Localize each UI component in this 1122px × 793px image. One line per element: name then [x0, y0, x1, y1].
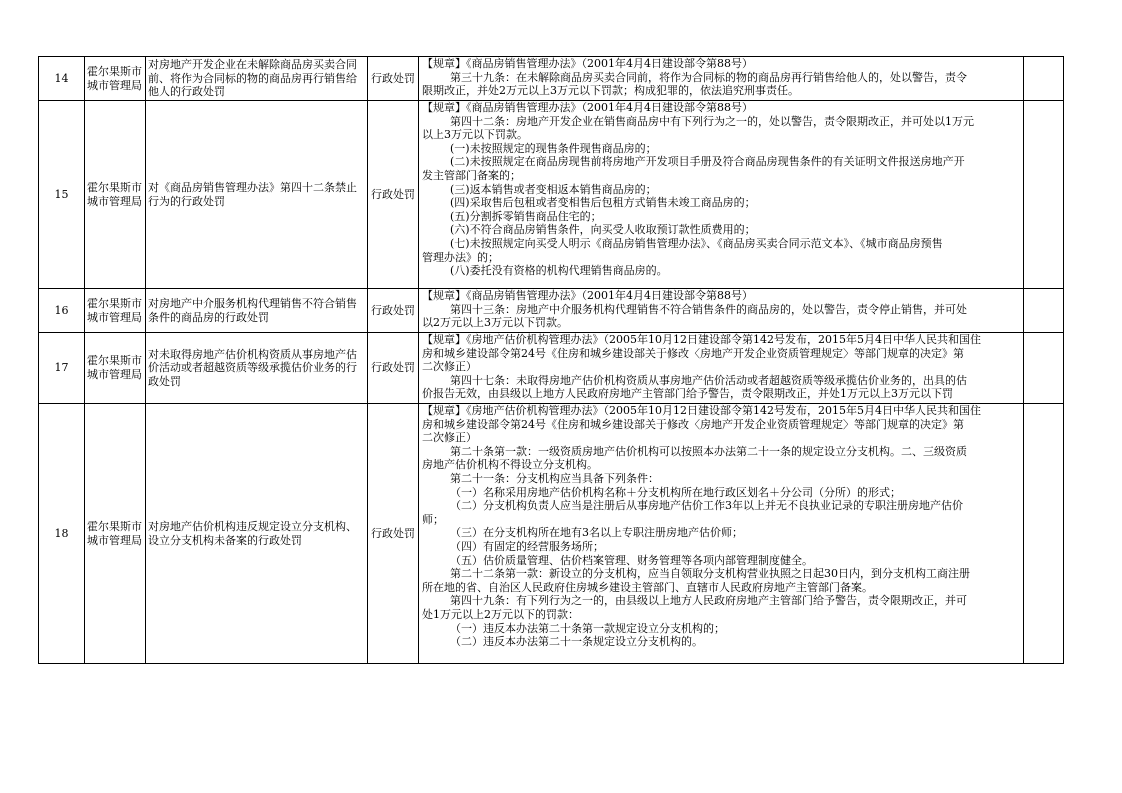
basis-line: 第三十九条：在未解除商品房买卖合同前，将作为合同标的物的商品房再行销售给他人的，处以警告，责令	[450, 70, 967, 84]
basis-line: 以上3万元以下罚款。	[422, 128, 528, 142]
penalty-item: 对未取得房地产估价机构资质从事房地产估价活动或者超越资质等级承揽估价业务的行政处罚	[146, 333, 368, 404]
basis-line: 第二十二条第一款：新设立的分支机构，应当自领取分支机构营业执照之日起30日内，到分支机构工商注册	[450, 567, 970, 581]
penalty-item: 对房地产开发企业在未解除商品房买卖合同前、将作为合同标的物的商品房再行销售给他人的行政处罚	[146, 57, 368, 101]
action-type: 行政处罚	[368, 404, 419, 664]
basis-line: 以2万元以上3万元以下罚款。	[422, 316, 568, 330]
legal-basis-table	[38, 56, 1064, 664]
basis-line: （二）违反本办法第二十一条规定设立分支机构的。	[450, 635, 703, 649]
row-number: 14	[39, 57, 85, 101]
basis-line: 【规章】《房地产估价机构管理办法》（2005年10月12日建设部令第142号发布，2015年5月4日中华人民共和国住	[422, 404, 981, 417]
penalty-item: 对房地产中介服务机构代理销售不符合销售条件的商品房的行政处罚	[146, 289, 368, 333]
row-number: 17	[39, 333, 85, 404]
table-row	[39, 101, 1064, 289]
table-row	[39, 57, 1064, 101]
table-row	[39, 404, 1064, 664]
basis-line: 【规章】《房地产估价机构管理办法》（2005年10月12日建设部令第142号发布，2015年5月4日中华人民共和国住	[422, 333, 981, 346]
legal-basis	[419, 289, 1024, 333]
action-type: 行政处罚	[368, 101, 419, 289]
basis-line: (三)返本销售或者变相返本销售商品房的；	[450, 182, 657, 196]
basis-line: 第四十七条：未取得房地产估价机构资质从事房地产估价活动或者超越资质等级承揽估价业务的，出具的估	[450, 373, 967, 387]
basis-line: 房和城乡建设部令第24号《住房和城乡建设部关于修改〈房地产开发企业资质管理规定〉等部门规章的决定》第	[422, 346, 964, 360]
action-type: 行政处罚	[368, 57, 419, 101]
basis-line: 师；	[422, 512, 444, 526]
empty-cell	[1024, 333, 1064, 404]
basis-line: 【规章】《商品房销售管理办法》（2001年4月4日建设部令第88号）	[422, 101, 753, 114]
basis-line: 发主管部门备案的；	[422, 168, 521, 182]
table-row	[39, 333, 1064, 404]
basis-line: 第二十条第一款：一级资质房地产估价机构可以按照本办法第二十一条的规定设立分支机构。二、三级资质	[450, 444, 967, 458]
basis-line: 二次修正）	[422, 360, 477, 374]
basis-line: 【规章】《商品房销售管理办法》（2001年4月4日建设部令第88号）	[422, 289, 753, 302]
action-type: 行政处罚	[368, 333, 419, 404]
authority-name: 霍尔果斯市城市管理局	[85, 289, 146, 333]
basis-line: （三）在分支机构所在地有3名以上专职注册房地产估价师；	[450, 526, 743, 540]
basis-line: （一）名称采用房地产估价机构名称＋分支机构所在地行政区划名＋分公司（分所）的形式；	[450, 485, 901, 499]
basis-line: (二)未按照规定在商品房现售前将房地产开发项目手册及符合商品房现售条件的有关证明文件报送房地产开	[450, 155, 965, 169]
basis-line: (四)采取售后包租或者变相售后包租方式销售未竣工商品房的；	[450, 196, 756, 210]
authority-name: 霍尔果斯市城市管理局	[85, 57, 146, 101]
basis-line: （四）有固定的经营服务场所；	[450, 539, 604, 553]
basis-line: （五）估价质量管理、估价档案管理、财务管理等各项内部管理制度健全。	[450, 553, 813, 567]
empty-cell	[1024, 57, 1064, 101]
basis-line: (一)未按照规定的现售条件现售商品房的；	[450, 141, 657, 155]
basis-line: (八)委托没有资格的机构代理销售商品房的。	[450, 264, 668, 278]
basis-line: 第四十九条：有下列行为之一的，由县级以上地方人民政府房地产主管部门给予警告，责令限期改正，并可	[450, 594, 967, 608]
basis-line: (六)不符合商品房销售条件，向买受人收取预订款性质费用的；	[450, 223, 756, 237]
empty-cell	[1024, 404, 1064, 664]
basis-line: (七)未按照规定向买受人明示《商品房销售管理办法》、《商品房买卖合同示范文本》、《城市商品房预售	[450, 236, 943, 250]
empty-cell	[1024, 289, 1064, 333]
basis-line: 第四十二条：房地产开发企业在销售商品房中有下列行为之一的，处以警告，责令限期改正，并可处以1万元	[450, 114, 974, 128]
legal-basis	[419, 333, 1024, 404]
authority-name: 霍尔果斯市城市管理局	[85, 404, 146, 664]
row-number: 15	[39, 101, 85, 289]
authority-name: 霍尔果斯市城市管理局	[85, 101, 146, 289]
penalty-item: 对《商品房销售管理办法》第四十二条禁止行为的行政处罚	[146, 101, 368, 289]
row-number: 16	[39, 289, 85, 333]
basis-line: (五)分割拆零销售商品住宅的；	[450, 209, 602, 223]
basis-line: 限期改正，并处2万元以上3万元以下罚款；构成犯罪的，依法追究刑事责任。	[422, 84, 799, 98]
basis-line: 【规章】《商品房销售管理办法》（2001年4月4日建设部令第88号）	[422, 57, 753, 70]
basis-line: 第二十一条：分支机构应当具备下列条件：	[450, 471, 659, 485]
basis-line: （二）分支机构负责人应当是注册后从事房地产估价工作3年以上并无不良执业记录的专职注册房地产估价	[450, 499, 963, 513]
basis-line: 第四十三条：房地产中介服务机构代理销售不符合销售条件的商品房的，处以警告，责令停止销售，并可处	[450, 302, 967, 316]
basis-line: 所在地的省、自治区人民政府住房城乡建设主管部门、直辖市人民政府房地产主管部门备案。	[422, 580, 873, 594]
table-row	[39, 289, 1064, 333]
row-number: 18	[39, 404, 85, 664]
basis-line: （一）违反本办法第二十条第一款规定设立分支机构的；	[450, 621, 725, 635]
legal-basis	[419, 101, 1024, 289]
basis-line: 处1万元以上2万元以下的罚款：	[422, 607, 579, 621]
basis-line: 管理办法》的；	[422, 250, 499, 264]
basis-line: 二次修正）	[422, 431, 477, 445]
action-type: 行政处罚	[368, 289, 419, 333]
basis-line: 房和城乡建设部令第24号《住房和城乡建设部关于修改〈房地产开发企业资质管理规定〉等部门规章的决定》第	[422, 417, 964, 431]
basis-line: 房地产估价机构不得设立分支机构。	[422, 458, 598, 472]
authority-name: 霍尔果斯市城市管理局	[85, 333, 146, 404]
empty-cell	[1024, 101, 1064, 289]
legal-basis	[419, 57, 1024, 101]
basis-line: 价报告无效，由县级以上地方人民政府房地产主管部门给予警告，责令限期改正，并处1万元以上3万元以下罚	[422, 387, 953, 401]
penalty-item: 对房地产估价机构违反规定设立分支机构、设立分支机构未备案的行政处罚	[146, 404, 368, 664]
legal-basis	[419, 404, 1024, 664]
